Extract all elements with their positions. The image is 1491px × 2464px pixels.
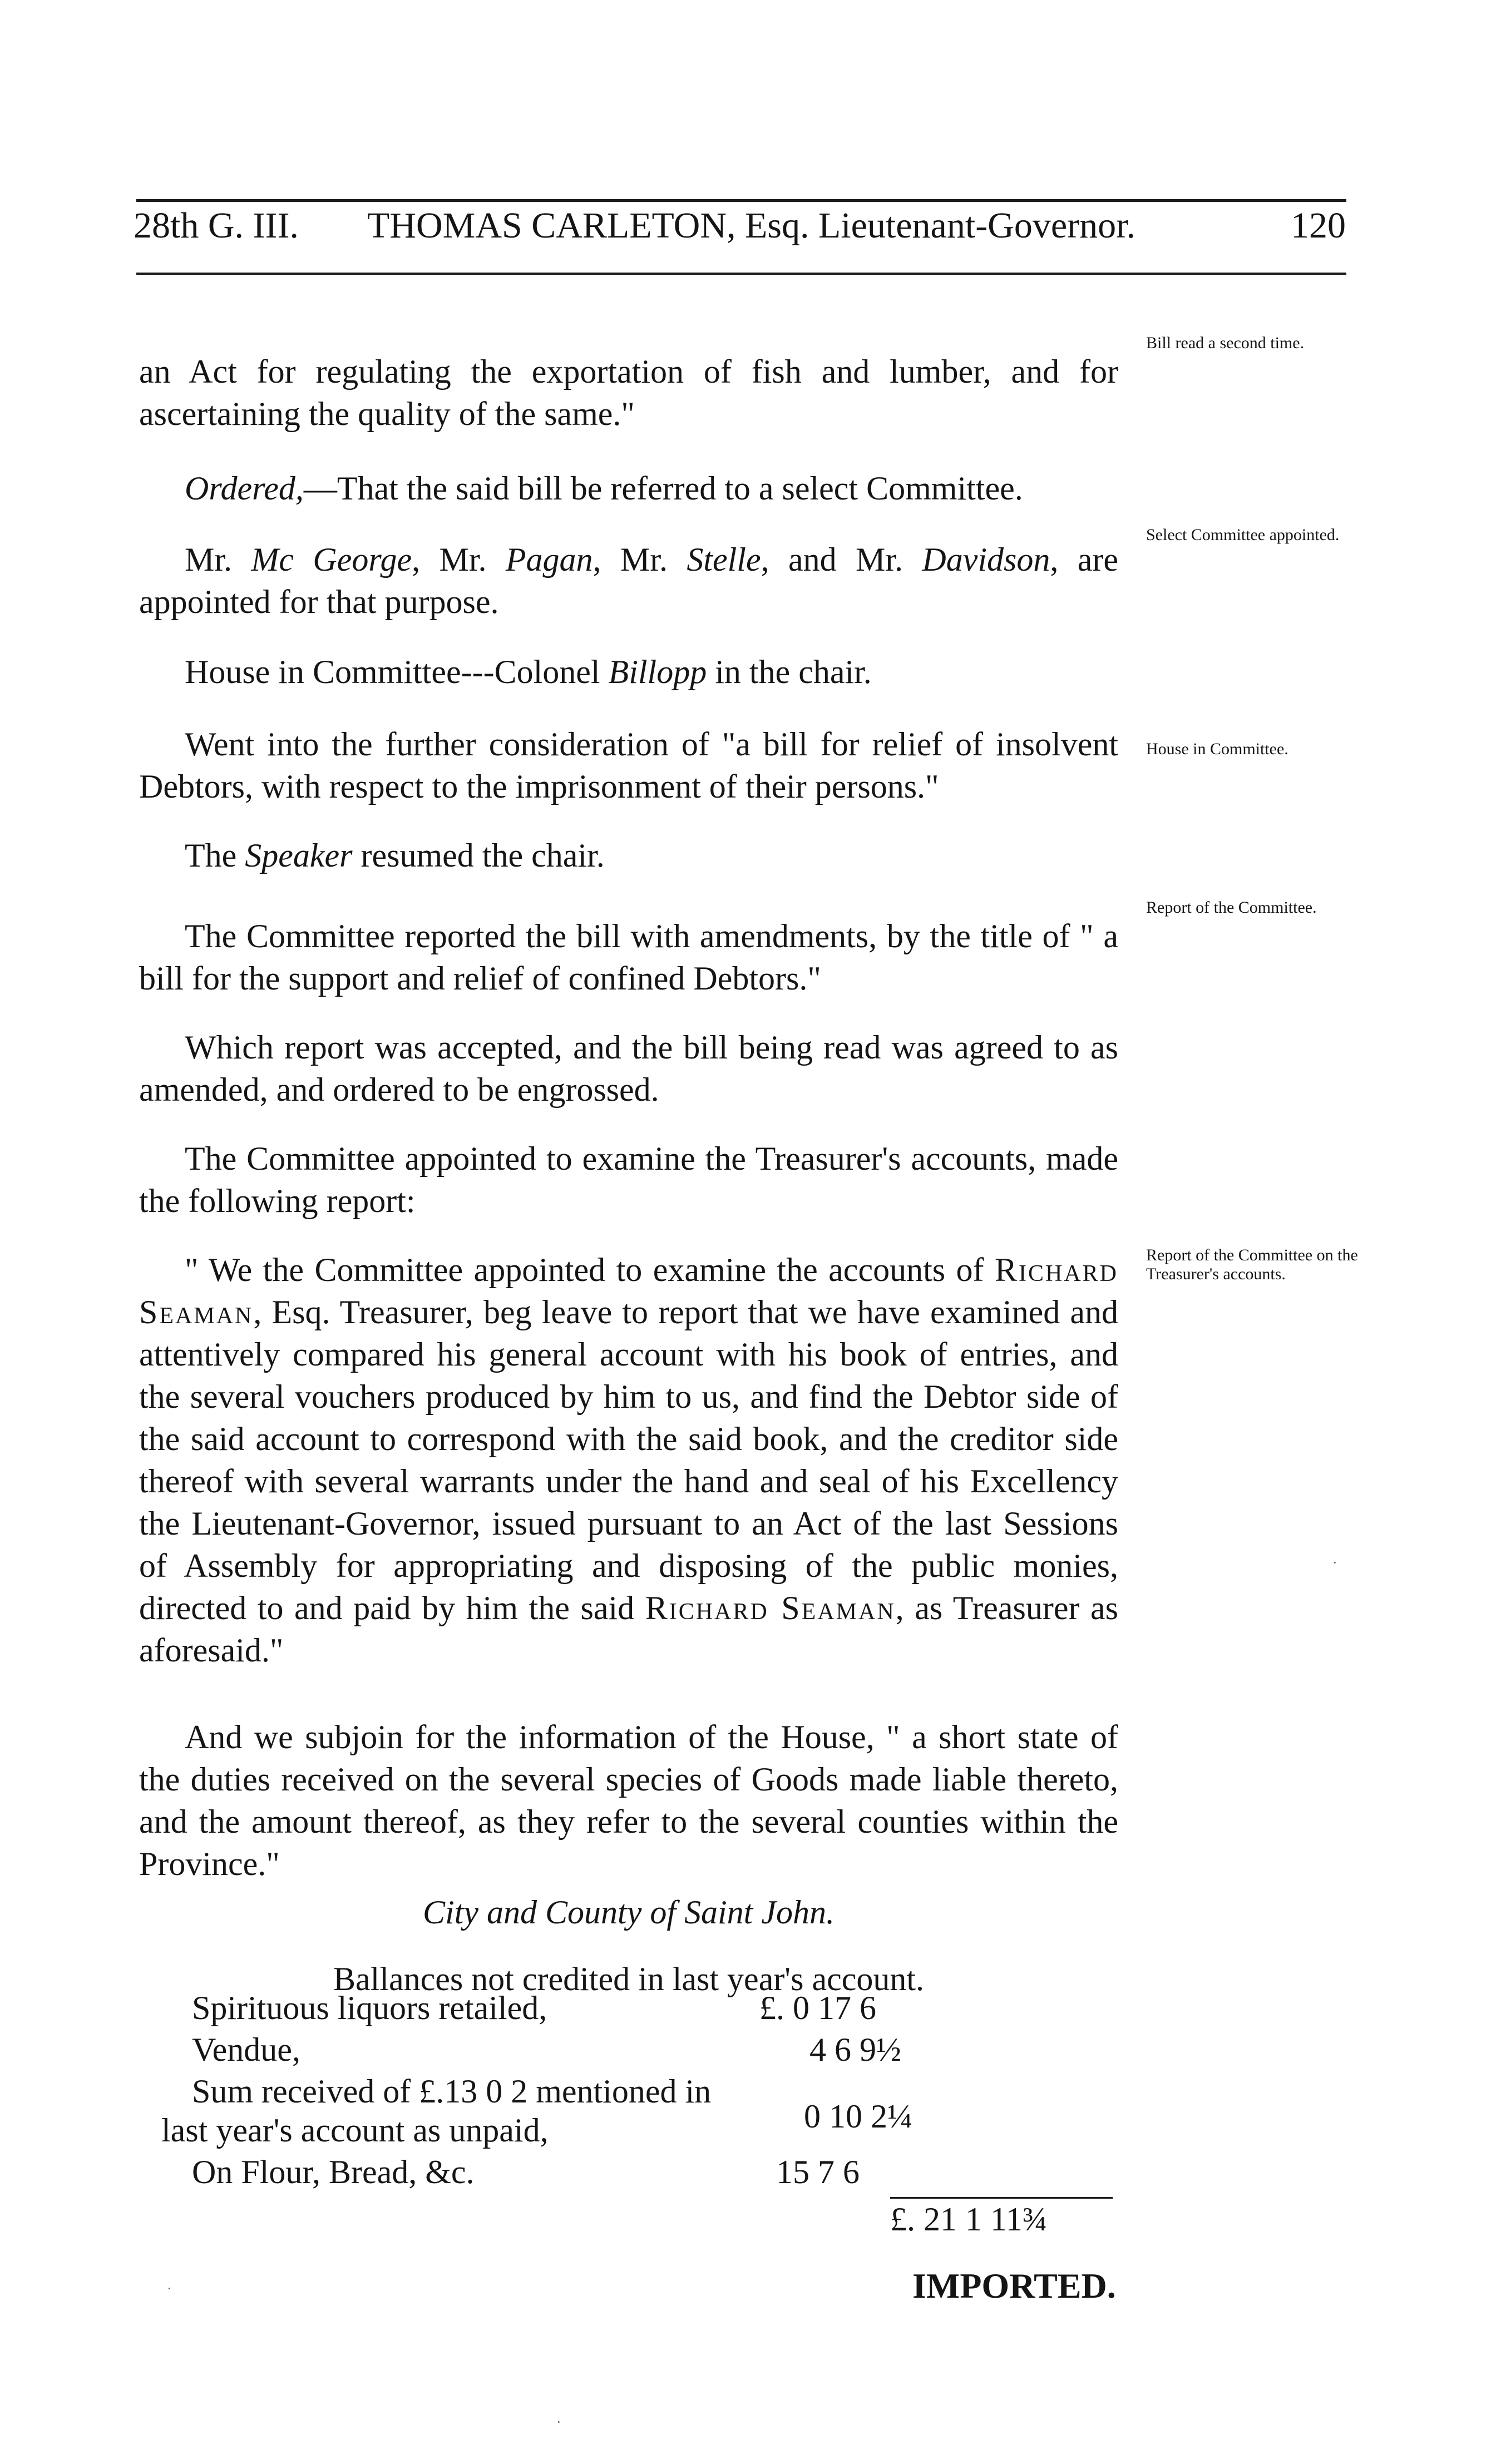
paragraph-committee-reported: The Committee reported the bill with amendments, by the title of " a bill for the support and relief of confined Debtors." xyxy=(139,918,1118,997)
account-amount-3: 15 7 6 xyxy=(776,2154,860,2190)
header-bottom-rule xyxy=(136,273,1346,275)
account-amount-1: 4 6 9½ xyxy=(809,2031,901,2068)
marginal-note-select-committee: Select Committee appointed. xyxy=(1146,526,1340,544)
paragraph-committee-report-text: " We the Committee appointed to examine the accounts of Richard Seaman, Esq. Treasurer, beg leave to report that we have examined and attentively compared his general account with his book of entries, and the several vouchers produced by him to us, and find the Debtor side of the said account to correspond with the said book, and the creditor side thereof with several warrants under the hand and seal of his Excellency the Lieutenant-Governor, issued pursuant to an Act of the last Sessions of Assembly for appropriating and disposing of the public monies, directed to and paid by him the said Richard Seaman, as Treasurer as aforesaid." xyxy=(139,1251,1118,1669)
paragraph-insolvent-debtors: Went into the further consideration of "a bill for relief of insolvent Debtors, with respect to the imprisonment of their persons." xyxy=(139,726,1118,805)
account-label-2: Sum received of £.13 0 2 mentioned in last year's account as unpaid, xyxy=(161,2073,712,2149)
running-header xyxy=(134,205,1346,266)
regnal-year: 28th G. III. xyxy=(134,205,299,246)
paragraph-speaker-resumed: The Speaker resumed the chair. xyxy=(185,837,605,874)
paragraph-bill-fish-lumber: an Act for regulating the exportation of fish and lumber, and for ascertaining the quality of the same." xyxy=(139,353,1118,432)
account-total: £. 21 1 11¾ xyxy=(890,2201,1048,2238)
account-amount-2: 0 10 2¼ xyxy=(804,2098,912,2135)
section-subtitle: Ballances not credited in last year's account. xyxy=(333,1961,925,1997)
account-amount-0: £. 0 17 6 xyxy=(759,1990,876,2026)
governor-title: THOMAS CARLETON, Esq. Lieutenant-Governor. xyxy=(367,205,1135,246)
marginal-note-bill-read: Bill read a second time. xyxy=(1146,334,1305,352)
section-title: City and County of Saint John. xyxy=(423,1894,835,1931)
marginal-note-report-committee: Report of the Committee. xyxy=(1146,898,1317,917)
marginal-note-house-in-committee: House in Committee. xyxy=(1146,740,1288,758)
paragraph-report-accepted: Which report was accepted, and the bill being read was agreed to as amended, and ordered to be engrossed. xyxy=(139,1029,1118,1108)
page-number: 120 xyxy=(1291,205,1346,246)
paragraph-subjoin: And we subjoin for the information of the House, " a short state of the duties received on the several species of Goods made liable thereto, and the amount thereof, as they refer to the several counties within the Province." xyxy=(139,1719,1118,1882)
paragraph-ordered: Ordered,—That the said bill be referred to a select Committee. xyxy=(185,470,1023,507)
marginal-note-treasurer-report: Report of the Committee on the Treasurer's accounts. xyxy=(1146,1246,1358,1283)
paragraph-house-in-committee: House in Committee---Colonel Billopp in the chair. xyxy=(185,654,872,690)
paragraph-treasurer-committee: The Committee appointed to examine the Treasurer's accounts, made the following report: xyxy=(139,1140,1118,1219)
catchword: IMPORTED. xyxy=(912,2266,1116,2305)
ordered-word: Ordered, xyxy=(185,470,304,507)
total-rule xyxy=(890,2197,1113,2199)
account-label-3: On Flour, Bread, &c. xyxy=(192,2154,475,2190)
document-page: 28th G. III. THOMAS CARLETON, Esq. Lieutenant-Governor. 120 an Act for regulating the exportation of fish and lumber, and for ascertaining the quality of the same." Ordered,—That the said bill be referred to a select Committee. Mr. Mc George, Mr. Pagan, Mr. Stelle, and Mr. Davidson, are appointed for that purpose. House in Committee---Colonel Billopp in the chair. Went into the further consideration of "a bill for relief of insolvent Debtors, with respect to the imprisonment of their persons." The Speaker resumed the chair. The Committee reported the bill with amendments, by the title of " a bill for the support and relief of confined Debtors." Which report was accepted, and the bill being read was agreed to as amended, and ordered to be engrossed. The Committee appointed to examine the Treasurer's accounts, made the following report: " We the Committee appointed to examine the accounts of Richard Seaman, Esq. Treasurer, beg leave to report that we have examined and attentively compared his general account with his book of entries, and the several vouchers produced by him to us, and find the Debtor side of the said account to correspond with the said book, and the creditor side thereof with several warrants under the hand and seal of his Excellency the Lieutenant-Governor, issued pursuant to an Act of the last Sessions of Assembly for appropriating and disposing of the public monies, directed to and paid by him the said Richard Seaman, as Treasurer as aforesaid." And we subjoin for the information of the House, " a short state of the duties received on the several species of Goods made liable thereto, and the amount thereof, as they refer to the several counties within the Province." City and County of Saint John. Ballances not credited in last year's account. Spirituous liquors retailed, £. 0 17 6 Vendue, 4 6 9½ Sum received of £.13 0 2 mentioned in last year's account as unpaid, 0 10 2¼ On Flour, Bread, &c. 15 7 6 £. 21 1 11¾ IMPORTED. Bill read a second time. Select Committee appointed. House in Committee. Report of the Committee. Report of the Committee on the Treasurer's accounts. · · · xyxy=(0,0,1491,2464)
header-top-rule xyxy=(136,199,1346,202)
paragraph-committee-members: Mr. Mc George, Mr. Pagan, Mr. Stelle, and Mr. Davidson, are appointed for that purpose. xyxy=(139,541,1118,620)
account-label-1: Vendue, xyxy=(192,2031,300,2068)
account-label-0: Spirituous liquors retailed, xyxy=(192,1990,547,2026)
